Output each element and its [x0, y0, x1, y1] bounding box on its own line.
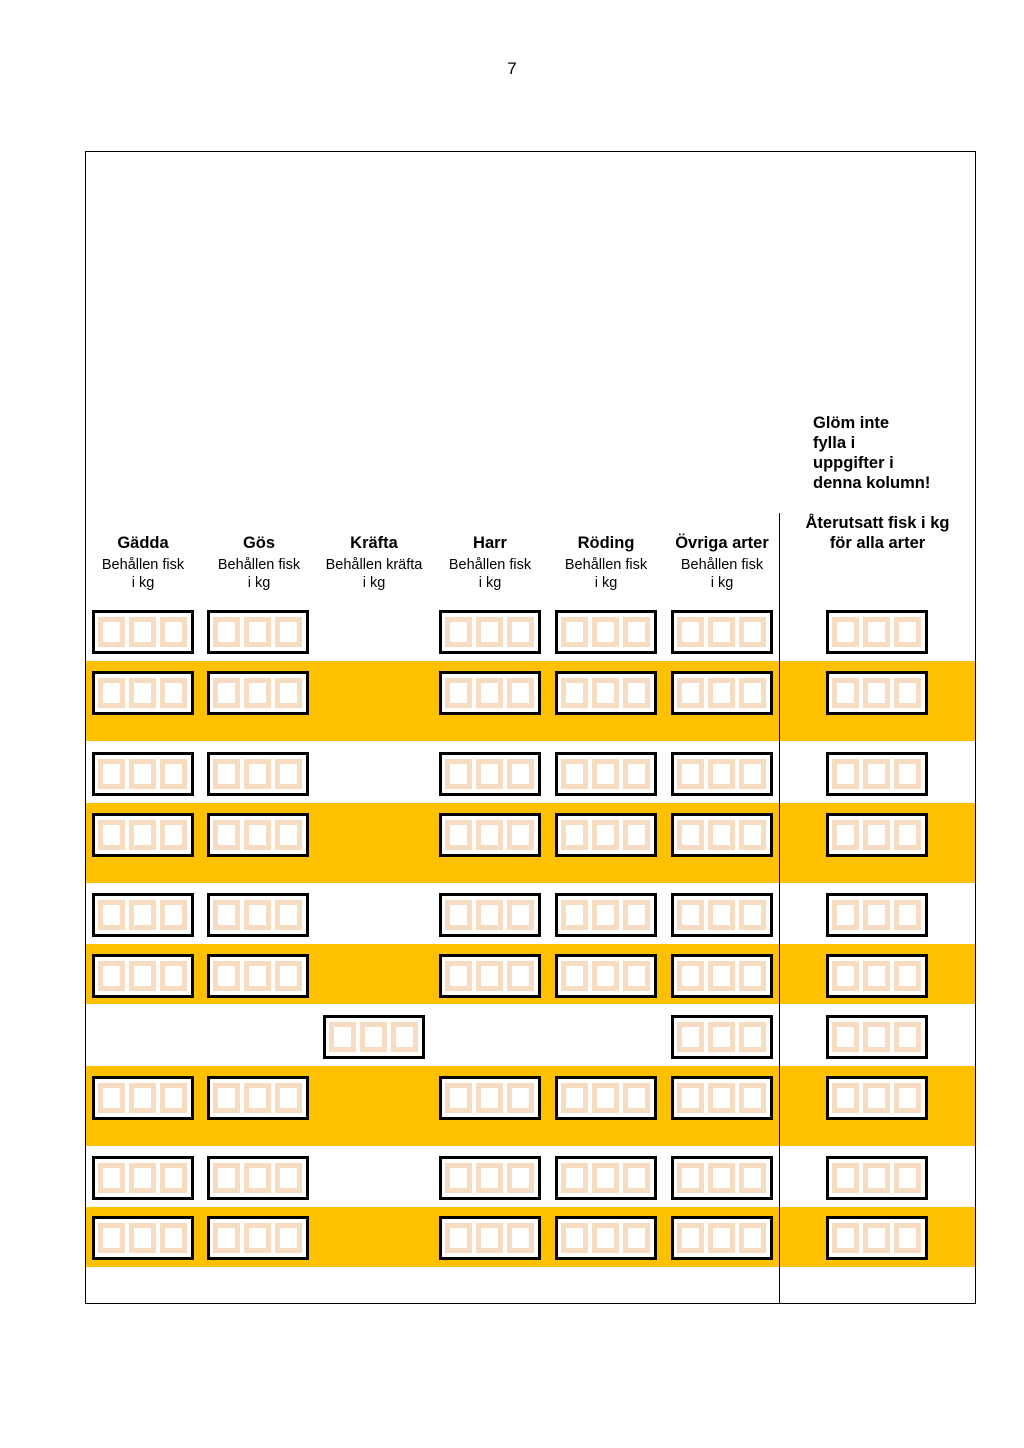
column-header-returned: Återutsatt fisk i kg för alla arter — [805, 514, 950, 552]
column-title: Gös — [242, 534, 276, 552]
weight-entry-ovriga-arter[interactable] — [671, 1015, 773, 1059]
digit-cell[interactable] — [561, 900, 588, 930]
digit-cell[interactable] — [894, 759, 921, 789]
digit-cell[interactable] — [739, 759, 766, 789]
digit-cell[interactable] — [244, 820, 271, 850]
digit-cell[interactable] — [507, 1223, 534, 1253]
digit-cell[interactable] — [677, 678, 704, 708]
digit-cell[interactable] — [129, 1163, 156, 1193]
weight-entry-roding[interactable] — [555, 1216, 657, 1260]
weight-entry-gadda[interactable] — [92, 1076, 194, 1120]
weight-entry-gos[interactable] — [207, 610, 309, 654]
digit-cell[interactable] — [832, 1223, 859, 1253]
weight-entry-roding[interactable] — [555, 813, 657, 857]
digit-cell[interactable] — [476, 961, 503, 991]
weight-entry-gadda[interactable] — [92, 671, 194, 715]
digit-cell[interactable] — [561, 961, 588, 991]
digit-cell[interactable] — [677, 961, 704, 991]
digit-cell[interactable] — [507, 961, 534, 991]
digit-cell[interactable] — [98, 617, 125, 647]
weight-entry-gadda[interactable] — [92, 954, 194, 998]
weight-entry-gadda[interactable] — [92, 752, 194, 796]
digit-cell[interactable] — [98, 678, 125, 708]
digit-cell[interactable] — [623, 1083, 650, 1113]
column-subtitle: Behållen fisk i kg — [448, 557, 532, 591]
digit-cell[interactable] — [445, 678, 472, 708]
digit-cell[interactable] — [129, 759, 156, 789]
digit-cell[interactable] — [275, 820, 302, 850]
digit-cell[interactable] — [160, 759, 187, 789]
digit-cell[interactable] — [739, 900, 766, 930]
digit-cell[interactable] — [445, 820, 472, 850]
digit-cell[interactable] — [739, 820, 766, 850]
digit-cell[interactable] — [894, 617, 921, 647]
digit-cell[interactable] — [623, 759, 650, 789]
weight-entry-ovriga-arter[interactable] — [671, 1216, 773, 1260]
weight-entry-returned[interactable] — [826, 893, 928, 937]
weight-entry-gos[interactable] — [207, 813, 309, 857]
weight-entry-ovriga-arter[interactable] — [671, 752, 773, 796]
weight-entry-gadda[interactable] — [92, 813, 194, 857]
digit-cell[interactable] — [507, 1163, 534, 1193]
digit-cell[interactable] — [129, 1083, 156, 1113]
digit-cell[interactable] — [160, 678, 187, 708]
page-number: 7 — [507, 59, 517, 78]
weight-entry-returned[interactable] — [826, 671, 928, 715]
digit-cell[interactable] — [894, 1022, 921, 1052]
digit-cell[interactable] — [244, 961, 271, 991]
weight-entry-gos[interactable] — [207, 954, 309, 998]
digit-cell[interactable] — [739, 617, 766, 647]
weight-entry-returned[interactable] — [826, 610, 928, 654]
digit-cell[interactable] — [677, 1223, 704, 1253]
digit-cell[interactable] — [98, 820, 125, 850]
digit-cell[interactable] — [360, 1022, 387, 1052]
digit-cell[interactable] — [708, 1163, 735, 1193]
weight-entry-ovriga-arter[interactable] — [671, 1076, 773, 1120]
weight-entry-gadda[interactable] — [92, 893, 194, 937]
digit-cell[interactable] — [561, 1083, 588, 1113]
digit-cell[interactable] — [275, 678, 302, 708]
weight-entry-roding[interactable] — [555, 1156, 657, 1200]
digit-cell[interactable] — [677, 1083, 704, 1113]
digit-cell[interactable] — [863, 759, 890, 789]
weight-entry-gos[interactable] — [207, 671, 309, 715]
digit-cell[interactable] — [677, 1022, 704, 1052]
weight-entry-gos[interactable] — [207, 752, 309, 796]
digit-cell[interactable] — [244, 617, 271, 647]
digit-cell[interactable] — [561, 759, 588, 789]
column-header-gos — [202, 533, 316, 592]
weight-entry-gos[interactable] — [207, 1076, 309, 1120]
digit-cell[interactable] — [677, 820, 704, 850]
weight-entry-gadda[interactable] — [92, 1216, 194, 1260]
column-title: Övriga arter — [675, 534, 769, 552]
digit-cell[interactable] — [244, 900, 271, 930]
weight-entry-harr[interactable] — [439, 610, 541, 654]
digit-cell[interactable] — [213, 1223, 240, 1253]
digit-cell[interactable] — [445, 759, 472, 789]
weight-entry-roding[interactable] — [555, 610, 657, 654]
weight-entry-ovriga-arter[interactable] — [671, 813, 773, 857]
digit-cell[interactable] — [863, 678, 890, 708]
digit-cell[interactable] — [623, 1223, 650, 1253]
digit-cell[interactable] — [213, 678, 240, 708]
digit-cell[interactable] — [561, 678, 588, 708]
column-title: Röding — [577, 534, 635, 552]
weight-entry-ovriga-arter[interactable] — [671, 954, 773, 998]
digit-cell[interactable] — [894, 1163, 921, 1193]
digit-cell[interactable] — [592, 759, 619, 789]
digit-cell[interactable] — [275, 900, 302, 930]
digit-cell[interactable] — [739, 678, 766, 708]
digit-cell[interactable] — [275, 759, 302, 789]
digit-cell[interactable] — [160, 1083, 187, 1113]
weight-entry-roding[interactable] — [555, 752, 657, 796]
digit-cell[interactable] — [275, 1223, 302, 1253]
digit-cell[interactable] — [445, 1083, 472, 1113]
digit-cell[interactable] — [863, 961, 890, 991]
digit-cell[interactable] — [623, 961, 650, 991]
digit-cell[interactable] — [129, 900, 156, 930]
digit-cell[interactable] — [561, 1163, 588, 1193]
digit-cell[interactable] — [213, 820, 240, 850]
digit-cell[interactable] — [129, 961, 156, 991]
digit-cell[interactable] — [739, 1163, 766, 1193]
digit-cell[interactable] — [213, 961, 240, 991]
digit-cell[interactable] — [160, 961, 187, 991]
digit-cell[interactable] — [894, 900, 921, 930]
digit-cell[interactable] — [98, 759, 125, 789]
digit-cell[interactable] — [160, 900, 187, 930]
digit-cell[interactable] — [894, 1083, 921, 1113]
digit-cell[interactable] — [213, 759, 240, 789]
digit-cell[interactable] — [708, 617, 735, 647]
digit-cell[interactable] — [832, 1163, 859, 1193]
digit-cell[interactable] — [832, 759, 859, 789]
digit-cell[interactable] — [244, 759, 271, 789]
digit-cell[interactable] — [213, 1083, 240, 1113]
digit-cell[interactable] — [98, 1223, 125, 1253]
digit-cell[interactable] — [592, 961, 619, 991]
digit-cell[interactable] — [739, 1022, 766, 1052]
digit-cell[interactable] — [98, 1163, 125, 1193]
digit-cell[interactable] — [708, 1022, 735, 1052]
digit-cell[interactable] — [894, 1223, 921, 1253]
digit-cell[interactable] — [160, 1163, 187, 1193]
digit-cell[interactable] — [623, 678, 650, 708]
weight-entry-gos[interactable] — [207, 1216, 309, 1260]
weight-entry-returned[interactable] — [826, 954, 928, 998]
digit-cell[interactable] — [592, 617, 619, 647]
digit-cell[interactable] — [507, 678, 534, 708]
digit-cell[interactable] — [863, 1163, 890, 1193]
weight-entry-roding[interactable] — [555, 954, 657, 998]
digit-cell[interactable] — [98, 900, 125, 930]
digit-cell[interactable] — [476, 678, 503, 708]
weight-entry-gos[interactable] — [207, 1156, 309, 1200]
weight-entry-harr[interactable] — [439, 954, 541, 998]
digit-cell[interactable] — [708, 900, 735, 930]
digit-cell[interactable] — [476, 900, 503, 930]
weight-entry-ovriga-arter[interactable] — [671, 671, 773, 715]
digit-cell[interactable] — [708, 820, 735, 850]
digit-cell[interactable] — [98, 1083, 125, 1113]
digit-cell[interactable] — [445, 617, 472, 647]
weight-entry-ovriga-arter[interactable] — [671, 1156, 773, 1200]
digit-cell[interactable] — [445, 961, 472, 991]
digit-cell[interactable] — [476, 1083, 503, 1113]
weight-entry-ovriga-arter[interactable] — [671, 610, 773, 654]
weight-entry-harr[interactable] — [439, 671, 541, 715]
weight-entry-harr[interactable] — [439, 813, 541, 857]
column-title: Harr — [473, 534, 507, 552]
weight-entry-returned[interactable] — [826, 752, 928, 796]
weight-entry-harr[interactable] — [439, 1076, 541, 1120]
column-title: Kräfta — [350, 534, 398, 552]
digit-cell[interactable] — [476, 1223, 503, 1253]
digit-cell[interactable] — [677, 759, 704, 789]
digit-cell[interactable] — [244, 1163, 271, 1193]
digit-cell[interactable] — [98, 961, 125, 991]
digit-cell[interactable] — [507, 900, 534, 930]
digit-cell[interactable] — [592, 820, 619, 850]
weight-entry-roding[interactable] — [555, 893, 657, 937]
digit-cell[interactable] — [623, 617, 650, 647]
digit-cell[interactable] — [507, 759, 534, 789]
digit-cell[interactable] — [708, 678, 735, 708]
column-title: Gädda — [117, 534, 169, 552]
weight-entry-gadda[interactable] — [92, 610, 194, 654]
weight-entry-harr[interactable] — [439, 1216, 541, 1260]
digit-cell[interactable] — [739, 1083, 766, 1113]
digit-cell[interactable] — [244, 678, 271, 708]
digit-cell[interactable] — [708, 1083, 735, 1113]
digit-cell[interactable] — [160, 820, 187, 850]
digit-cell[interactable] — [708, 961, 735, 991]
digit-cell[interactable] — [129, 678, 156, 708]
digit-cell[interactable] — [623, 820, 650, 850]
digit-cell[interactable] — [832, 820, 859, 850]
column-subtitle: Behållen fisk i kg — [101, 557, 185, 591]
digit-cell[interactable] — [160, 617, 187, 647]
digit-cell[interactable] — [476, 617, 503, 647]
digit-cell[interactable] — [129, 820, 156, 850]
digit-cell[interactable] — [894, 678, 921, 708]
weight-entry-krafta[interactable] — [323, 1015, 425, 1059]
digit-cell[interactable] — [894, 820, 921, 850]
digit-cell[interactable] — [476, 759, 503, 789]
column-header-krafta — [317, 533, 431, 592]
digit-cell[interactable] — [863, 617, 890, 647]
column-header-roding — [549, 533, 663, 592]
digit-cell[interactable] — [708, 759, 735, 789]
digit-cell[interactable] — [507, 617, 534, 647]
weight-entry-returned[interactable] — [826, 1015, 928, 1059]
digit-cell[interactable] — [213, 900, 240, 930]
column-divider — [779, 513, 780, 1303]
digit-cell[interactable] — [275, 1083, 302, 1113]
digit-cell[interactable] — [863, 900, 890, 930]
digit-cell[interactable] — [507, 1083, 534, 1113]
digit-cell[interactable] — [832, 1083, 859, 1113]
digit-cell[interactable] — [592, 678, 619, 708]
digit-cell[interactable] — [507, 820, 534, 850]
digit-cell[interactable] — [275, 961, 302, 991]
digit-cell[interactable] — [561, 820, 588, 850]
digit-cell[interactable] — [863, 820, 890, 850]
column-header-harr — [433, 533, 547, 592]
weight-entry-returned[interactable] — [826, 1156, 928, 1200]
digit-cell[interactable] — [244, 1083, 271, 1113]
column-header-gadda — [86, 533, 200, 592]
digit-cell[interactable] — [275, 1163, 302, 1193]
column-subtitle: Behållen fisk i kg — [217, 557, 301, 591]
digit-cell[interactable] — [391, 1022, 418, 1052]
weight-entry-returned[interactable] — [826, 1216, 928, 1260]
digit-cell[interactable] — [832, 678, 859, 708]
digit-cell[interactable] — [213, 617, 240, 647]
column-subtitle: Behållen fisk i kg — [564, 557, 648, 591]
digit-cell[interactable] — [677, 1163, 704, 1193]
digit-cell[interactable] — [832, 1022, 859, 1052]
weight-entry-returned[interactable] — [826, 813, 928, 857]
digit-cell[interactable] — [832, 900, 859, 930]
digit-cell[interactable] — [445, 1163, 472, 1193]
digit-cell[interactable] — [160, 1223, 187, 1253]
digit-cell[interactable] — [832, 961, 859, 991]
digit-cell[interactable] — [623, 1163, 650, 1193]
digit-cell[interactable] — [476, 1163, 503, 1193]
digit-cell[interactable] — [561, 1223, 588, 1253]
weight-entry-roding[interactable] — [555, 1076, 657, 1120]
digit-cell[interactable] — [623, 900, 650, 930]
column-subtitle: Behållen kräfta i kg — [325, 557, 423, 591]
digit-cell[interactable] — [592, 1083, 619, 1113]
digit-cell[interactable] — [592, 1163, 619, 1193]
column-header-ovriga-arter — [665, 533, 779, 592]
digit-cell[interactable] — [592, 1223, 619, 1253]
digit-cell[interactable] — [739, 961, 766, 991]
digit-cell[interactable] — [244, 1223, 271, 1253]
digit-cell[interactable] — [445, 900, 472, 930]
weight-entry-gos[interactable] — [207, 893, 309, 937]
digit-cell[interactable] — [832, 617, 859, 647]
digit-cell[interactable] — [708, 1223, 735, 1253]
digit-cell[interactable] — [677, 617, 704, 647]
digit-cell[interactable] — [894, 961, 921, 991]
weight-entry-gadda[interactable] — [92, 1156, 194, 1200]
column-subtitle: Behållen fisk i kg — [680, 557, 764, 591]
weight-entry-returned[interactable] — [826, 1076, 928, 1120]
weight-entry-ovriga-arter[interactable] — [671, 893, 773, 937]
weight-entry-harr[interactable] — [439, 752, 541, 796]
digit-cell[interactable] — [677, 900, 704, 930]
digit-cell[interactable] — [275, 617, 302, 647]
digit-cell[interactable] — [213, 1163, 240, 1193]
digit-cell[interactable] — [476, 820, 503, 850]
digit-cell[interactable] — [129, 617, 156, 647]
digit-cell[interactable] — [863, 1083, 890, 1113]
digit-cell[interactable] — [129, 1223, 156, 1253]
digit-cell[interactable] — [561, 617, 588, 647]
reminder-note: Glöm inte fylla i uppgifter i denna kolumn! — [813, 414, 931, 492]
digit-cell[interactable] — [329, 1022, 356, 1052]
weight-entry-harr[interactable] — [439, 1156, 541, 1200]
digit-cell[interactable] — [592, 900, 619, 930]
digit-cell[interactable] — [445, 1223, 472, 1253]
weight-entry-roding[interactable] — [555, 671, 657, 715]
digit-cell[interactable] — [863, 1223, 890, 1253]
weight-entry-harr[interactable] — [439, 893, 541, 937]
digit-cell[interactable] — [863, 1022, 890, 1052]
digit-cell[interactable] — [739, 1223, 766, 1253]
